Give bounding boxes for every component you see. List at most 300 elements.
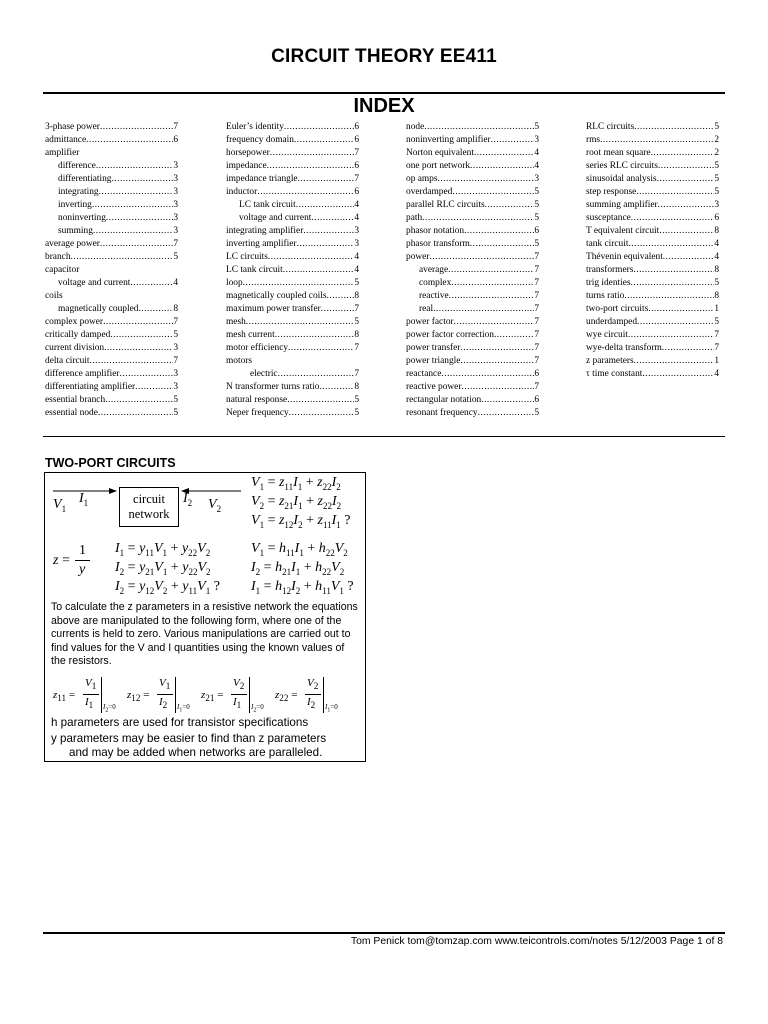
index-term: delta circuit xyxy=(45,356,90,366)
index-term: essential node xyxy=(45,408,98,418)
index-term: Neper frequency xyxy=(226,408,289,418)
dot-leader xyxy=(478,407,535,420)
index-term: natural response xyxy=(226,395,288,405)
index-term: average power xyxy=(45,239,100,249)
index-term: impedance xyxy=(226,161,267,171)
index-entry xyxy=(45,277,178,290)
index-entry xyxy=(45,368,178,381)
index-page-number: 5 xyxy=(534,239,539,249)
dot-leader xyxy=(303,225,354,238)
dot-leader xyxy=(90,355,174,368)
index-page-number: 7 xyxy=(534,291,539,301)
index-entry xyxy=(406,121,539,134)
index-entry xyxy=(406,329,539,342)
h-equation-1: $V_1 = h_{11}I_1 + h_{22}V_2$ xyxy=(251,541,348,558)
index-entry xyxy=(226,251,359,264)
index-entry xyxy=(45,264,178,277)
index-entry xyxy=(226,368,359,381)
index-entry xyxy=(586,147,719,160)
index-page-number: 5 xyxy=(534,187,539,197)
dot-leader xyxy=(71,251,174,264)
index-term: wye circuit xyxy=(586,330,628,340)
index-page-number: 3 xyxy=(534,174,539,184)
index-page-number: 7 xyxy=(534,330,539,340)
index-column-3 xyxy=(406,121,539,420)
index-page-number: 7 xyxy=(354,148,359,158)
index-entry xyxy=(406,277,539,290)
dot-leader xyxy=(634,121,714,134)
index-entry xyxy=(406,186,539,199)
index-entry xyxy=(226,316,359,329)
index-term: series RLC circuits xyxy=(586,161,658,171)
index-page-number: 5 xyxy=(534,408,539,418)
index-page-number: 3 xyxy=(173,213,178,223)
index-entry xyxy=(406,355,539,368)
index-entry xyxy=(406,134,539,147)
index-page-number: 5 xyxy=(714,317,719,327)
index-entry xyxy=(586,277,719,290)
index-heading: INDEX xyxy=(353,95,415,117)
index-entry xyxy=(226,173,359,186)
index-term: reactive power xyxy=(406,382,462,392)
index-page-number: 7 xyxy=(534,304,539,314)
dot-leader xyxy=(98,407,173,420)
dot-leader xyxy=(659,225,714,238)
i2-label: $I_2$ xyxy=(183,491,193,508)
index-term: wye-delta transform xyxy=(586,343,662,353)
index-term: voltage and current xyxy=(239,213,312,223)
index-term: impedance triangle xyxy=(226,174,298,184)
dot-leader xyxy=(658,199,715,212)
index-term: transformers xyxy=(586,265,634,275)
dot-leader xyxy=(628,329,714,342)
index-entry xyxy=(45,199,178,212)
index-page-number: 6 xyxy=(534,226,539,236)
index-term: power xyxy=(406,252,430,262)
dot-leader xyxy=(243,277,355,290)
dot-leader xyxy=(464,225,534,238)
index-page-number: 7 xyxy=(173,356,178,366)
z-equation-1: $V_1 = z_{11}I_1 + z_{22}I_2$ xyxy=(251,475,341,492)
index-term: op amps xyxy=(406,174,438,184)
index-term: power factor xyxy=(406,317,454,327)
index-entry xyxy=(226,329,359,342)
dot-leader xyxy=(298,173,355,186)
index-term: magnetically coupled coils xyxy=(226,291,327,301)
h-parameter-note: h parameters are used for transistor specifications xyxy=(51,716,309,729)
index-page-number: 7 xyxy=(534,382,539,392)
dot-leader xyxy=(327,290,355,303)
index-entry xyxy=(406,264,539,277)
index-entry xyxy=(45,147,178,160)
dot-leader xyxy=(460,342,534,355)
index-page-number: 3 xyxy=(173,369,178,379)
index-entry xyxy=(45,186,178,199)
index-entry xyxy=(406,316,539,329)
index-page-number: 3 xyxy=(354,226,359,236)
index-page-number: 4 xyxy=(534,148,539,158)
v1-label: $V_1$ xyxy=(53,497,67,514)
index-page-number: 5 xyxy=(173,252,178,262)
dot-leader xyxy=(104,342,173,355)
index-entry xyxy=(586,329,719,342)
dot-leader xyxy=(270,147,355,160)
dot-leader xyxy=(634,355,715,368)
index-page-number: 4 xyxy=(354,213,359,223)
dot-leader xyxy=(110,329,173,342)
dot-leader xyxy=(633,264,714,277)
dot-leader xyxy=(103,316,173,329)
index-term: complex xyxy=(419,278,452,288)
dot-leader xyxy=(485,199,535,212)
index-term: summing amplifier xyxy=(586,200,658,210)
index-entry xyxy=(586,186,719,199)
index-term: differentiating xyxy=(58,174,112,184)
dot-leader xyxy=(631,277,715,290)
index-term: admittance xyxy=(45,135,87,145)
index-entry xyxy=(45,342,178,355)
index-entry xyxy=(226,147,359,160)
dot-leader xyxy=(278,368,355,381)
dot-leader xyxy=(657,173,715,186)
index-term: rms xyxy=(586,135,601,145)
index-term: mesh xyxy=(226,317,246,327)
index-term: power factor correction xyxy=(406,330,494,340)
y-equation-2: $I_2 = y_{21}V_1 + y_{22}V_2$ xyxy=(115,560,211,577)
index-page-number: 6 xyxy=(354,135,359,145)
index-entry xyxy=(586,238,719,251)
y-parameter-note-2: and may be added when networks are paralleled. xyxy=(69,746,323,759)
index-page-number: 5 xyxy=(354,317,359,327)
index-entry xyxy=(586,225,719,238)
dot-leader xyxy=(96,160,173,173)
index-page-number: 8 xyxy=(714,265,719,275)
network-label-1: circuit xyxy=(133,492,165,506)
index-term: τ time constant xyxy=(586,369,643,379)
footer-rule xyxy=(43,932,725,934)
index-entry xyxy=(226,342,359,355)
h-equation-3: $I_1 = h_{12}I_2 + h_{11}V_1$ ? xyxy=(251,579,354,596)
v2-label: $V_2$ xyxy=(208,497,222,514)
index-entry xyxy=(45,316,178,329)
index-entry xyxy=(226,290,359,303)
index-term: susceptance xyxy=(586,213,631,223)
index-entry xyxy=(226,303,359,316)
index-term: critically damped xyxy=(45,330,111,340)
index-page-number: 8 xyxy=(354,330,359,340)
index-entry xyxy=(586,173,719,186)
index-entry xyxy=(226,160,359,173)
index-term: reactance xyxy=(406,369,442,379)
page-footer: Tom Penick tom@tomzap.com www.teicontrols.com/notes 5/12/2003 Page 1 of 8 xyxy=(350,936,723,947)
index-page-number: 5 xyxy=(173,395,178,405)
index-term: power transfer xyxy=(406,343,461,353)
dot-leader xyxy=(624,290,714,303)
index-entry xyxy=(45,355,178,368)
dot-leader xyxy=(651,147,715,160)
dot-leader xyxy=(642,368,714,381)
two-port-box: circuit network $V_1$ $I_1$ $I_2$ $V_2$ $V_1 = z_{11}I_1 + z_{22}I_2$ $V_2 = z_{21}I_1 + z_{22}I_2$ $V_1 = z_{12}I_2 + z_{11}I_1$ ? z = 1 y $I_1 = y_{11}V_1 + y_{22}V_2$ $I_2 = y_{21}V_1 + y_{22}V_2$ $I_2 = y_{12}V_2 + y_{11}V_1$ ? $V_1 = h_{11}I_1 + h_{22}V_2$ $I_2 = h_{21}I_1 + h_{22}V_2$ $I_1 = h_{12}I_2 + h_{11}V_1$ ? To calculate the z parameters in a resistive network the equations above are manipulated to the following form, where one of the currents is held to zero. Various manipulations are carried out to find values for the V and I quantities using the known values of the resistors. $z_{11}$ = $V_1$ $I_1$ $I_2=0$ $z_{12}$ = $V_1$ $I_2$ $I_1=0$ $z_{21}$ = $V_2$ $I_1$ $I_2=0$ $z_{22}$ = $V_2$ $I_2$ $I_1=0$ h parameters are used for transistor specifications y parameters may be easier to find than z parameters and may be added when networks are paralleled. xyxy=(44,472,366,762)
index-term: noninverting xyxy=(58,213,106,223)
dot-leader xyxy=(631,212,715,225)
h-equation-2: $I_2 = h_{21}I_1 + h_{22}V_2$ xyxy=(251,560,345,577)
index-term: T equivalent circuit xyxy=(586,226,660,236)
index-entry xyxy=(586,251,719,264)
index-entry xyxy=(406,407,539,420)
index-page-number: 8 xyxy=(714,226,719,236)
index-term: noninverting amplifier xyxy=(406,135,491,145)
dot-leader xyxy=(319,381,354,394)
dot-leader xyxy=(600,134,714,147)
dot-leader xyxy=(105,394,173,407)
index-term: Norton equivalent xyxy=(406,148,474,158)
dot-leader xyxy=(663,251,715,264)
index-entry xyxy=(226,212,359,225)
index-entry xyxy=(226,134,359,147)
index-term: amplifier xyxy=(45,148,80,158)
index-page-number: 7 xyxy=(354,369,359,379)
index-term: essential branch xyxy=(45,395,106,405)
index-entry xyxy=(226,199,359,212)
index-term: power triangle xyxy=(406,356,461,366)
index-page-number: 5 xyxy=(173,330,178,340)
dot-leader xyxy=(92,199,173,212)
index-term: summing xyxy=(58,226,93,236)
dot-leader xyxy=(284,121,354,134)
dot-leader xyxy=(452,186,534,199)
z-equation-2: $V_2 = z_{21}I_1 + z_{22}I_2$ xyxy=(251,494,342,511)
index-entry xyxy=(406,394,539,407)
index-page-number: 5 xyxy=(534,200,539,210)
index-term: tank circuit xyxy=(586,239,629,249)
index-page-number: 3 xyxy=(714,200,719,210)
index-term: underdamped xyxy=(586,317,638,327)
index-page-number: 4 xyxy=(714,252,719,262)
index-term: inverting amplifier xyxy=(226,239,297,249)
index-term: complex power xyxy=(45,317,104,327)
index-page-number: 7 xyxy=(173,239,178,249)
index-term: z parameters xyxy=(586,356,634,366)
index-bottom-rule xyxy=(43,436,725,437)
index-term: inverting xyxy=(58,200,92,210)
index-entry xyxy=(45,407,178,420)
index-term: node xyxy=(406,122,425,132)
index-page-number: 7 xyxy=(534,356,539,366)
dot-leader xyxy=(321,303,355,316)
index-page-number: 3 xyxy=(534,135,539,145)
dot-leader xyxy=(289,407,355,420)
index-term: turns ratio xyxy=(586,291,625,301)
index-entry xyxy=(45,225,178,238)
index-page-number: 6 xyxy=(714,213,719,223)
index-term: voltage and current xyxy=(58,278,131,288)
index-page-number: 7 xyxy=(534,252,539,262)
index-entry xyxy=(586,264,719,277)
y-equation-3: $I_2 = y_{12}V_2 + y_{11}V_1$ ? xyxy=(115,579,220,596)
index-term: Thévenin equivalent xyxy=(586,252,663,262)
dot-leader xyxy=(138,303,173,316)
index-page-number: 8 xyxy=(173,304,178,314)
dot-leader xyxy=(130,277,173,290)
dot-leader xyxy=(93,225,173,238)
index-page-number: 5 xyxy=(714,174,719,184)
dot-leader xyxy=(424,121,534,134)
index-page-number: 1 xyxy=(714,356,719,366)
index-entry xyxy=(45,251,178,264)
dot-leader xyxy=(100,238,173,251)
index-column-2 xyxy=(226,121,359,420)
index-page-number: 7 xyxy=(534,343,539,353)
dot-leader xyxy=(283,264,355,277)
index-page-number: 3 xyxy=(173,382,178,392)
dot-leader xyxy=(441,368,534,381)
index-page-number: 7 xyxy=(714,343,719,353)
index-page-number: 7 xyxy=(354,343,359,353)
index-term: mesh current xyxy=(226,330,275,340)
index-page-number: 8 xyxy=(714,291,719,301)
dot-leader xyxy=(294,134,354,147)
dot-leader xyxy=(111,173,173,186)
index-term: parallel RLC circuits xyxy=(406,200,485,210)
index-page-number: 8 xyxy=(354,382,359,392)
dot-leader xyxy=(474,147,534,160)
dot-leader xyxy=(99,186,174,199)
index-term: step response xyxy=(586,187,637,197)
circuit-network-block xyxy=(119,487,179,527)
dot-leader xyxy=(422,212,534,225)
index-entry xyxy=(406,381,539,394)
index-term: one port network xyxy=(406,161,471,171)
index-entry xyxy=(406,342,539,355)
index-term: LC tank circuit xyxy=(226,265,283,275)
index-term: overdamped xyxy=(406,187,453,197)
index-entry xyxy=(406,147,539,160)
index-entry xyxy=(586,368,719,381)
index-entry xyxy=(586,342,719,355)
index-page-number: 6 xyxy=(534,369,539,379)
index-entry xyxy=(45,238,178,251)
i1-label: $I_1$ xyxy=(79,491,89,508)
dot-leader xyxy=(448,264,534,277)
index-page-number: 5 xyxy=(354,395,359,405)
index-entry xyxy=(226,225,359,238)
network-label-2: network xyxy=(128,507,170,521)
dot-leader xyxy=(120,368,174,381)
dot-leader xyxy=(100,121,173,134)
index-entry xyxy=(406,238,539,251)
index-page-number: 3 xyxy=(354,239,359,249)
index-page-number: 5 xyxy=(354,408,359,418)
index-entry xyxy=(45,381,178,394)
dot-leader xyxy=(246,316,355,329)
index-entry xyxy=(45,212,178,225)
index-term: two-port circuits xyxy=(586,304,649,314)
index-entry xyxy=(226,355,359,368)
index-entry xyxy=(45,173,178,186)
index-term: loop xyxy=(226,278,243,288)
index-entry xyxy=(226,264,359,277)
two-port-heading: TWO-PORT CIRCUITS xyxy=(45,456,176,470)
y-parameter-note-1: y parameters may be easier to find than z parameters xyxy=(51,732,327,745)
index-page-number: 6 xyxy=(354,161,359,171)
dot-leader xyxy=(662,342,715,355)
dot-leader xyxy=(494,329,534,342)
index-term: motor efficiency xyxy=(226,343,289,353)
dot-leader xyxy=(438,173,535,186)
index-entry xyxy=(45,160,178,173)
index-page-number: 7 xyxy=(534,265,539,275)
dot-leader xyxy=(491,134,535,147)
index-term: rectangular notation xyxy=(406,395,482,405)
index-page-number: 7 xyxy=(534,278,539,288)
index-term: difference xyxy=(58,161,96,171)
index-entry xyxy=(45,290,178,303)
dot-leader xyxy=(433,303,534,316)
index-term: resonant frequency xyxy=(406,408,478,418)
index-page-number: 5 xyxy=(354,278,359,288)
index-page-number: 1 xyxy=(714,304,719,314)
index-entry xyxy=(586,355,719,368)
index-page-number: 8 xyxy=(354,291,359,301)
dot-leader xyxy=(288,342,354,355)
index-page-number: 7 xyxy=(173,122,178,132)
index-page-number: 3 xyxy=(173,200,178,210)
index-page-number: 6 xyxy=(354,187,359,197)
dot-leader xyxy=(470,160,534,173)
index-page-number: 5 xyxy=(534,213,539,223)
index-entry xyxy=(406,212,539,225)
index-entry xyxy=(406,225,539,238)
index-page-number: 5 xyxy=(714,278,719,288)
index-term: 3-phase power xyxy=(45,122,100,132)
index-page-number: 4 xyxy=(714,239,719,249)
index-page-number: 4 xyxy=(354,200,359,210)
index-entry xyxy=(406,251,539,264)
index-term: horsepower xyxy=(226,148,270,158)
dot-leader xyxy=(297,238,355,251)
index-entry xyxy=(406,173,539,186)
index-term: integrating amplifier xyxy=(226,226,304,236)
index-page-number: 2 xyxy=(714,148,719,158)
index-entry xyxy=(406,160,539,173)
index-term: coils xyxy=(45,291,63,301)
dot-leader xyxy=(257,186,354,199)
index-page-number: 6 xyxy=(354,122,359,132)
index-column-1 xyxy=(45,121,178,420)
index-page-number: 5 xyxy=(534,122,539,132)
dot-leader xyxy=(86,134,173,147)
index-page-number: 7 xyxy=(714,330,719,340)
index-entry xyxy=(45,303,178,316)
index-term: real xyxy=(419,304,434,314)
index-term: reactive xyxy=(419,291,449,301)
page-title: CIRCUIT THEORY EE411 xyxy=(271,46,497,67)
index-term: LC circuits xyxy=(226,252,268,262)
index-term: branch xyxy=(45,252,71,262)
index-page-number: 2 xyxy=(714,135,719,145)
dot-leader xyxy=(461,381,534,394)
index-page-number: 6 xyxy=(534,395,539,405)
index-entry xyxy=(226,394,359,407)
header-rule xyxy=(43,92,725,94)
index-term: differentiating amplifier xyxy=(45,382,136,392)
index-page-number: 4 xyxy=(354,252,359,262)
dot-leader xyxy=(311,212,354,225)
index-entry xyxy=(586,290,719,303)
index-term: phasor notation xyxy=(406,226,465,236)
index-term: root mean square xyxy=(586,148,651,158)
dot-leader xyxy=(460,355,534,368)
